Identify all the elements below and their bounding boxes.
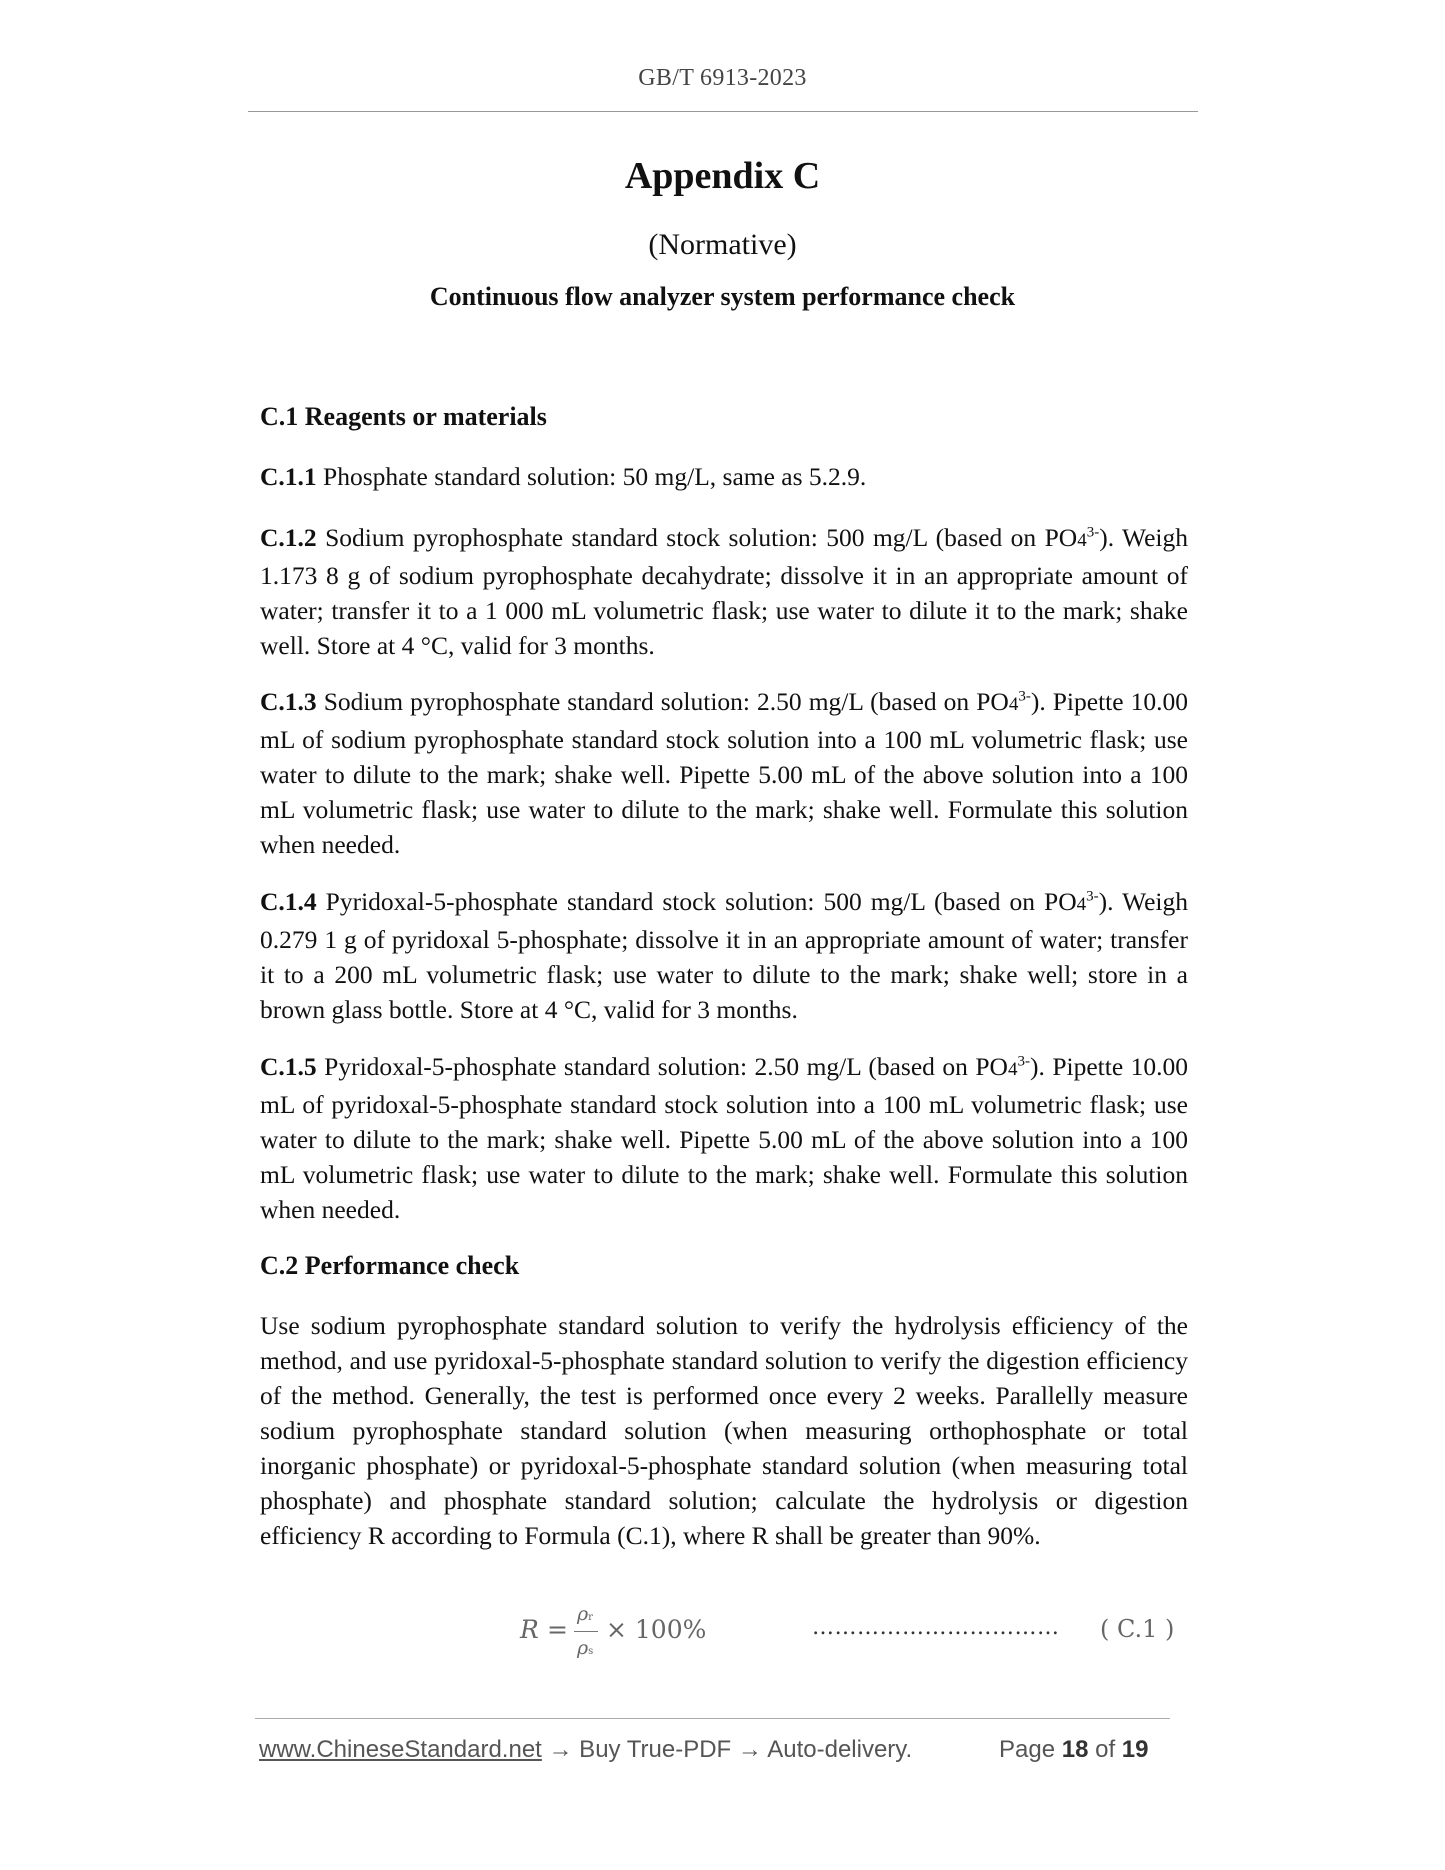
page-of: of [1088, 1736, 1122, 1763]
clause-number: C.1.3 [260, 687, 317, 716]
clause-number: C.1.1 [260, 462, 317, 491]
clause-c1-4 [260, 884, 1188, 1027]
superscript: 3- [1086, 524, 1100, 541]
footer-tagline: → Buy True-PDF → Auto-delivery. [541, 1736, 913, 1763]
clause-c1-5 [260, 1049, 1188, 1227]
running-header: GB/T 6913-2023 [638, 65, 807, 91]
clause-c1-3 [260, 684, 1188, 862]
clause-text: Sodium pyrophosphate standard solution: 2.50 mg/L (based on PO [316, 687, 1009, 716]
fraction-numerator [577, 1603, 593, 1625]
formula-equals: = [547, 1615, 568, 1644]
formula-number: ( C.1 ) [1100, 1615, 1175, 1643]
section-heading-c1: C.1 Reagents or materials [260, 402, 547, 431]
footer-website-link[interactable]: www.ChineseStandard.net [259, 1736, 542, 1763]
page-current: 18 [1061, 1736, 1089, 1763]
clause-text-cont: ). Pipette 10.00 mL of sodium pyrophosphate standard stock solution into a 100 mL volumetric flask; use water to dilute to the mark; shake well. Pipette 5.00 mL of the above solution into a 100 mL volumetric flask; use water to dilute to the mark; shake well. Formulate this solution when needed. [260, 687, 1188, 859]
superscript: 3- [1086, 888, 1099, 905]
clause-c1-2 [260, 520, 1188, 663]
appendix-type: (Normative) [648, 228, 797, 261]
fraction-bar [574, 1631, 598, 1632]
clause-text: Phosphate standard solution: 50 mg/L, same as 5.2.9. [316, 462, 867, 491]
subscript: 4 [1076, 894, 1087, 915]
clause-text: Pyridoxal-5-phosphate standard stock solution: 500 mg/L (based on PO [316, 887, 1077, 916]
clause-text: Sodium pyrophosphate standard stock solution: 500 mg/L (based on PO [316, 523, 1078, 552]
formula-factor: × 100% [606, 1615, 707, 1644]
header-divider [248, 111, 1198, 112]
subscript: 4 [1008, 694, 1019, 715]
page-total: 19 [1121, 1736, 1149, 1763]
subscript: 4 [1007, 1059, 1018, 1080]
denominator-subscript: s [588, 1646, 594, 1657]
page-footer [259, 1736, 1189, 1764]
footer-divider [255, 1718, 1170, 1719]
appendix-subtitle: Continuous flow analyzer system performance check [429, 282, 1016, 311]
clause-text-cont: ). Weigh 1.173 8 g of sodium pyrophosphate decahydrate; dissolve it in an appropriate amount of water; transfer it to a 1 000 mL volumetric flask; use water to dilute it to the mark; shake well. Store at 4 °C, valid for 3 months. [260, 523, 1188, 660]
page-number [999, 1736, 1148, 1764]
denominator-symbol: ρ [577, 1637, 589, 1659]
clause-text-cont: ). Weigh 0.279 1 g of pyridoxal 5-phosphate; dissolve it in an appropriate amount of water; transfer it to a 200 mL volumetric flask; use water to dilute to the mark; shake well; store in a brown glass bottle. Store at 4 °C, valid for 3 months. [260, 887, 1188, 1024]
fraction-denominator [577, 1637, 593, 1659]
clause-number: C.1.5 [260, 1052, 317, 1081]
section-heading-c2: C.2 Performance check [260, 1251, 520, 1280]
formula-lhs: R [520, 1615, 539, 1644]
formula-leader-dots: …………………………… [812, 1615, 1060, 1640]
appendix-title: Appendix C [624, 155, 821, 197]
clause-number: C.1.2 [260, 523, 317, 552]
clause-number: C.1.4 [260, 887, 317, 916]
clause-text: Pyridoxal-5-phosphate standard solution: 2.50 mg/L (based on PO [316, 1052, 1008, 1081]
subscript: 4 [1077, 530, 1087, 551]
numerator-subscript: r [588, 1612, 593, 1623]
superscript: 3- [1017, 1053, 1030, 1070]
c2-body-paragraph: Use sodium pyrophosphate standard solution to verify the hydrolysis efficiency of the method, and use pyridoxal-5-phosphate standard solution to verify the digestion efficiency of the method. Generally, the test is performed once every 2 weeks. Parallelly measure sodium pyrophosphate standard solution (when measuring orthophosphate or total inorganic phosphate) or pyridoxal-5-phosphate standard solution (when measuring total phosphate) and phosphate standard solution; calculate the hydrolysis or digestion efficiency R according to Formula (C.1), where R shall be greater than 90%. [260, 1311, 1188, 1550]
page-label: Page [999, 1736, 1062, 1763]
numerator-symbol: ρ [577, 1603, 589, 1625]
formula-fraction [572, 1603, 602, 1673]
formula-c1 [520, 1603, 1190, 1683]
clause-c1-1 [260, 459, 1188, 494]
clause-text-cont: ). Pipette 10.00 mL of pyridoxal-5-phosphate standard stock solution into a 100 mL volumetric flask; use water to dilute to the mark; shake well. Pipette 5.00 mL of the above solution into a 100 mL volumetric flask; use water to dilute to the mark; shake well. Formulate this solution when needed. [260, 1052, 1188, 1224]
superscript: 3- [1018, 688, 1031, 705]
